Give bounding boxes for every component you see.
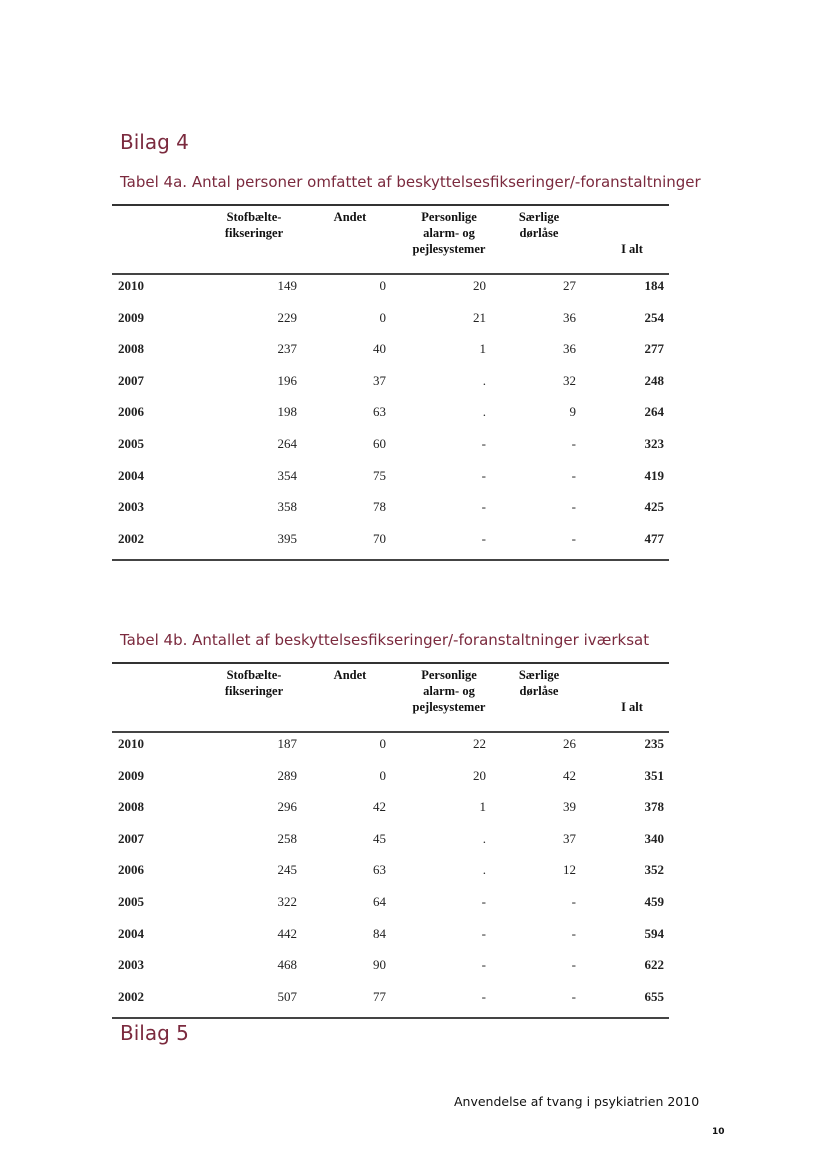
value-cell: 26	[563, 736, 576, 751]
year-cell: 2008	[118, 799, 144, 815]
value-cell: 0	[379, 767, 386, 783]
value-cell: -	[481, 957, 486, 973]
table-row	[112, 987, 669, 1007]
total-cell: 235	[644, 736, 664, 751]
total-cell: 254	[644, 309, 664, 325]
value-cell: 0	[379, 278, 386, 293]
value-cell: 1	[479, 341, 486, 357]
year-cell: 2006	[118, 404, 144, 420]
value-cell: -	[571, 530, 576, 546]
value-cell: 36	[563, 309, 576, 325]
value-cell: -	[481, 894, 486, 909]
column-header: Personlige alarm- og pejlesystemer	[412, 210, 486, 256]
value-cell: 90	[373, 957, 386, 973]
column-header: Særlige dørlåse	[518, 668, 560, 698]
table-4a	[112, 204, 669, 564]
value-cell: 70	[373, 530, 386, 546]
value-cell: 0	[379, 736, 386, 751]
table-row	[112, 734, 669, 754]
value-cell: -	[571, 957, 576, 973]
value-cell: -	[571, 499, 576, 515]
year-cell: 2009	[118, 767, 144, 783]
value-cell: 64	[373, 894, 386, 909]
value-cell: 245	[277, 862, 297, 878]
value-cell: 187	[277, 736, 297, 751]
table-row	[112, 497, 669, 517]
page-number: 10	[712, 1127, 725, 1137]
report-footer: Anvendelse af tvang i psykiatrien 2010	[454, 1094, 700, 1109]
value-cell: 442	[277, 925, 297, 941]
value-cell: 39	[563, 799, 576, 815]
table-row	[112, 308, 669, 328]
value-cell: -	[481, 530, 486, 546]
year-cell: 2003	[118, 957, 144, 973]
value-cell: 358	[277, 499, 297, 515]
value-cell: 27	[563, 278, 576, 293]
table-row	[112, 892, 669, 912]
value-cell: .	[482, 830, 486, 846]
year-cell: 2010	[118, 736, 144, 751]
total-cell: 323	[644, 436, 664, 451]
total-cell: 594	[644, 925, 664, 941]
value-cell: 289	[277, 767, 297, 783]
header-rule	[112, 731, 669, 733]
value-cell: 198	[277, 404, 297, 420]
column-header: Personlige alarm- og pejlesystemer	[412, 668, 486, 714]
total-cell: 351	[644, 767, 664, 783]
value-cell: 78	[373, 499, 386, 515]
value-cell: 1	[479, 799, 486, 815]
value-cell: 40	[373, 341, 386, 357]
year-cell: 2005	[118, 436, 144, 451]
total-cell: 419	[644, 467, 664, 483]
appendix-heading-5: Bilag 5	[120, 1021, 189, 1045]
table-top-rule	[112, 204, 669, 206]
table-bottom-rule	[112, 1017, 669, 1019]
year-cell: 2005	[118, 894, 144, 909]
year-cell: 2002	[118, 988, 144, 1004]
total-cell: 459	[644, 894, 664, 909]
value-cell: 0	[379, 309, 386, 325]
value-cell: 296	[277, 799, 297, 815]
table-row	[112, 529, 669, 549]
value-cell: 60	[373, 436, 386, 451]
year-cell: 2006	[118, 862, 144, 878]
year-cell: 2010	[118, 278, 144, 293]
value-cell: 12	[563, 862, 576, 878]
total-cell: 184	[644, 278, 664, 293]
total-cell: 248	[644, 372, 664, 388]
value-cell: 21	[473, 309, 486, 325]
year-cell: 2008	[118, 341, 144, 357]
column-header: I alt	[621, 242, 643, 256]
value-cell: 36	[563, 341, 576, 357]
value-cell: 22	[473, 736, 486, 751]
value-cell: 237	[277, 341, 297, 357]
value-cell: -	[571, 467, 576, 483]
value-cell: 20	[473, 278, 486, 293]
value-cell: -	[571, 436, 576, 451]
total-cell: 340	[644, 830, 664, 846]
table-row	[112, 766, 669, 786]
value-cell: .	[482, 372, 486, 388]
value-cell: 84	[373, 925, 386, 941]
value-cell: .	[482, 862, 486, 878]
total-cell: 425	[644, 499, 664, 515]
value-cell: 354	[277, 467, 297, 483]
table-top-rule	[112, 662, 669, 664]
column-header: Særlige dørlåse	[518, 210, 560, 240]
total-cell: 622	[644, 957, 664, 973]
value-cell: 322	[277, 894, 297, 909]
value-cell: 258	[277, 830, 297, 846]
value-cell: -	[481, 499, 486, 515]
year-cell: 2004	[118, 925, 144, 941]
value-cell: 37	[373, 372, 386, 388]
column-header: Andet	[333, 210, 367, 224]
value-cell: 75	[373, 467, 386, 483]
table-row	[112, 860, 669, 880]
table-4b-caption: Tabel 4b. Antallet af beskyttelsesfikseringer/-foranstaltninger iværksat	[120, 631, 650, 649]
table-4a-caption: Tabel 4a. Antal personer omfattet af beskyttelsesfikseringer/-foranstaltninger	[120, 173, 701, 191]
header-rule	[112, 273, 669, 275]
value-cell: -	[481, 436, 486, 451]
table-row	[112, 466, 669, 486]
total-cell: 378	[644, 799, 664, 815]
value-cell: 77	[373, 988, 386, 1004]
value-cell: 9	[569, 404, 576, 420]
value-cell: 395	[277, 530, 297, 546]
year-cell: 2003	[118, 499, 144, 515]
value-cell: -	[481, 467, 486, 483]
table-4b	[112, 662, 669, 1022]
total-cell: 655	[644, 988, 664, 1004]
value-cell: 42	[373, 799, 386, 815]
year-cell: 2009	[118, 309, 144, 325]
value-cell: 149	[277, 278, 297, 293]
value-cell: 37	[563, 830, 576, 846]
value-cell: 468	[277, 957, 297, 973]
table-row	[112, 402, 669, 422]
year-cell: 2007	[118, 372, 144, 388]
table-row	[112, 955, 669, 975]
column-header: Stofbælte- fikseringer	[224, 668, 284, 698]
value-cell: -	[481, 925, 486, 941]
table-row	[112, 276, 669, 296]
year-cell: 2002	[118, 530, 144, 546]
value-cell: 229	[277, 309, 297, 325]
value-cell: 42	[563, 767, 576, 783]
table-row	[112, 371, 669, 391]
total-cell: 264	[644, 404, 664, 420]
table-row	[112, 924, 669, 944]
year-cell: 2007	[118, 830, 144, 846]
value-cell: 20	[473, 767, 486, 783]
column-header: Andet	[333, 668, 367, 682]
total-cell: 352	[644, 862, 664, 878]
value-cell: 264	[277, 436, 297, 451]
table-row	[112, 797, 669, 817]
total-cell: 277	[644, 341, 664, 357]
value-cell: 507	[277, 988, 297, 1004]
table-bottom-rule	[112, 559, 669, 561]
value-cell: -	[481, 988, 486, 1004]
value-cell: 63	[373, 862, 386, 878]
value-cell: 45	[373, 830, 386, 846]
table-row	[112, 339, 669, 359]
table-row	[112, 829, 669, 849]
column-header: Stofbælte- fikseringer	[224, 210, 284, 240]
value-cell: 196	[277, 372, 297, 388]
value-cell: -	[571, 988, 576, 1004]
table-row	[112, 434, 669, 454]
value-cell: 32	[563, 372, 576, 388]
value-cell: -	[571, 925, 576, 941]
column-header: I alt	[621, 700, 643, 714]
value-cell: 63	[373, 404, 386, 420]
total-cell: 477	[644, 530, 664, 546]
appendix-heading-4: Bilag 4	[120, 130, 189, 154]
year-cell: 2004	[118, 467, 144, 483]
value-cell: .	[482, 404, 486, 420]
value-cell: -	[571, 894, 576, 909]
